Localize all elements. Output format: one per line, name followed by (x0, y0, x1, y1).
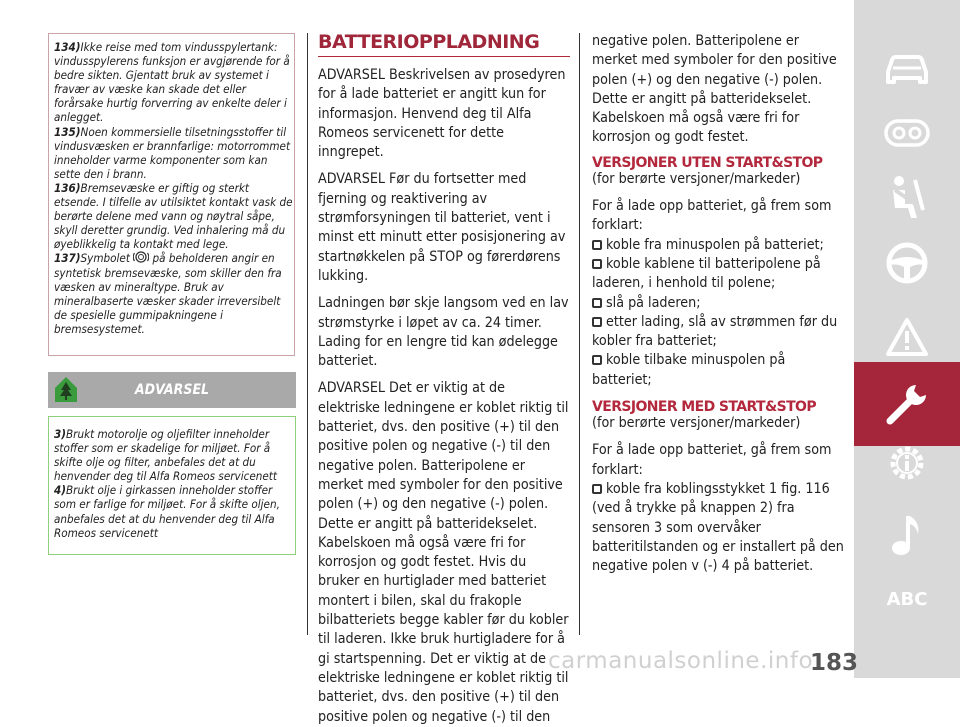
column-divider-right (579, 33, 580, 635)
step-list-item: koble kablene til batteripolene på laderen, i henhold til polene; (592, 255, 821, 292)
warning-notes-box (48, 33, 295, 356)
middle-column (318, 32, 570, 727)
section-title: BATTERIOPPLADNING (318, 32, 570, 57)
paragraph-advarsel-3-continued: negative polen. Batteripolene er merket med symboler for den positive polen (+) og den negative (-) polen. Dette er angitt på batteridekselet. Kabelskoen må også være fri for korrosjon og godt festet. (592, 33, 837, 146)
car-icon (884, 52, 930, 86)
bullet-icon (592, 259, 602, 269)
watermark: carmanualsonline.info (548, 648, 814, 674)
step-list-item: slå på laderen; (592, 294, 848, 313)
right-column (592, 32, 848, 576)
step-list-item: koble fra minuspolen på batteriet; (592, 236, 848, 255)
sidebar-item-emergency[interactable] (854, 306, 960, 368)
chapter-sidebar (854, 0, 960, 678)
step-list-item: koble tilbake minuspolen på batteriet; (592, 352, 786, 388)
paragraph-advarsel-2: ADVARSEL Før du fortsetter med fjerning og reaktivering av strømforsyningen til batteriet, vent i minst ett minutt etter posisjonering av startnøkkelen på STOP og førerdørens lukking. (318, 171, 566, 284)
page-number: 183 (810, 650, 859, 676)
environment-note-3: 3)Brukt motorolje og oljefilter inneholder stoffer som er skadelige for miljøet. For å skifte olje og filter, anbefales det at du henvender deg til Alfa Romeos servicenett (54, 427, 277, 484)
environment-warning-banner (48, 372, 296, 408)
environment-notes-box (48, 416, 296, 555)
intro-with-start-stop: For å lade opp batteriet, gå frem som forklart: (592, 442, 832, 478)
index-abc-label: ABC (886, 588, 928, 610)
environment-warning-title: ADVARSEL (134, 382, 210, 398)
paragraph-charging: Ladningen bør skje langsom ved en lav strømstyrke i løpet av ca. 24 timer. Lading for en lengre tid kan ødelegge batteriet. (318, 295, 569, 370)
dashboard-gauges-icon (884, 118, 930, 148)
bullet-icon (592, 298, 602, 308)
bullet-icon (592, 240, 602, 250)
column-divider-left (307, 33, 308, 635)
step-list-item: etter lading, slå av strømmen før du kobler fra batteriet; (592, 313, 838, 350)
steering-wheel-icon (885, 241, 929, 285)
sidebar-item-car[interactable] (854, 38, 960, 100)
sub-without-start-stop: (for berørte versjoner/markeder) (592, 170, 801, 187)
intro-without-start-stop: For å lade opp batteriet, gå frem som forklart: (592, 198, 832, 234)
sidebar-item-multimedia[interactable] (854, 504, 960, 566)
seat-belt-person-icon (887, 174, 927, 220)
warning-note-135: 135)Noen kommersielle tilsetningsstoffer til vindusvæsken er brannfarlige: motorrommet inneholder varme komponenter som kan sette den i brann. (54, 124, 291, 181)
sidebar-item-safety[interactable] (854, 166, 960, 228)
warning-triangle-icon (885, 317, 929, 357)
sidebar-item-driving[interactable] (854, 232, 960, 294)
bullet-icon (592, 484, 602, 494)
sidebar-item-technical[interactable] (854, 432, 960, 494)
wrench-icon (882, 379, 932, 429)
warning-note-137: 137)Symbolet på beholderen angir en syntetisk bremsevæske, som skiller den fra væsken av mineraltype. Bruk av mineralbaserte væsker skader irreversibelt de spesielle gummipakningene i bremsesystemet. (54, 251, 282, 336)
synthetic-brake-fluid-symbol-icon (133, 251, 149, 263)
warning-note-136: 136)Bremsevæske er giftig og sterkt etsende. I tilfelle av utilsiktet kontakt vask de berørte delene med vann og nøytral såpe, skyll deretter grundig. Ved inhalering må du øyeblikkelig ta kontakt med lege. (54, 180, 293, 252)
heading-without-start-stop: VERSJONER UTEN START&STOP (592, 154, 823, 171)
step-list-item: koble fra koblingsstykket 1 fig. 116 (ved å trykke på knappen 2) fra sensoren 3 som overvåker batteritilstanden og er installert på den negative polen v (-) 4 på batteriet. (592, 480, 844, 575)
music-note-icon (890, 512, 924, 558)
paragraph-advarsel-1: ADVARSEL Beskrivelsen av prosedyren for å lade batteriet er angitt kun for informasjon. Henvend deg til Alfa Romeos servicenett for dette inngrepet. (318, 67, 566, 161)
sidebar-item-index[interactable] (854, 568, 960, 630)
warning-note-134: 134)Ikke reise med tom vindusspylertank: vindusspylerens funksjon er avgjørende for å bedre sikten. Gjentatt bruk av systemet i fravær av væske kan skade det eller forårsake hurtig forverring av enkelte deler i anlegget. (54, 40, 290, 125)
technical-info-gear-icon (885, 441, 929, 485)
sidebar-item-dashboard[interactable] (854, 102, 960, 164)
bullet-icon (592, 317, 602, 327)
heading-with-start-stop: VERSJONER MED START&STOP (592, 399, 816, 416)
bullet-icon (592, 355, 602, 365)
environment-note-4: 4)Brukt olje i girkassen inneholder stoffer som er farlige for miljøet. For å skifte oljen, anbefales det at du henvender deg til Alfa Romeos servicenett (54, 483, 280, 540)
sub-with-start-stop: (for berørte versjoner/markeder) (592, 415, 801, 432)
paragraph-advarsel-3: ADVARSEL Det er viktig at de elektriske ledningene er koblet riktig til batteriet, dvs. den positive (+) til den positive polen og negative (-) til den negative polen. Batteripolene er merket med symboler for den positive polen (+) og den negative (-) polen. Dette er angitt på batteridekselet. Kabelskoen må også være fri for korrosjon og godt festet. Hvis du bruker en hurtiglader med batteriet montert i bilen, skal du frakople bilbatteriets begge kabler før du kobler til laderen. Ikke bruk hurtigladere for å gi startspenning. Det er viktig at de elektriske ledningene er koblet riktig til batteriet, dvs. den positive (+) til den positive polen og negative (-) til den (318, 380, 569, 725)
